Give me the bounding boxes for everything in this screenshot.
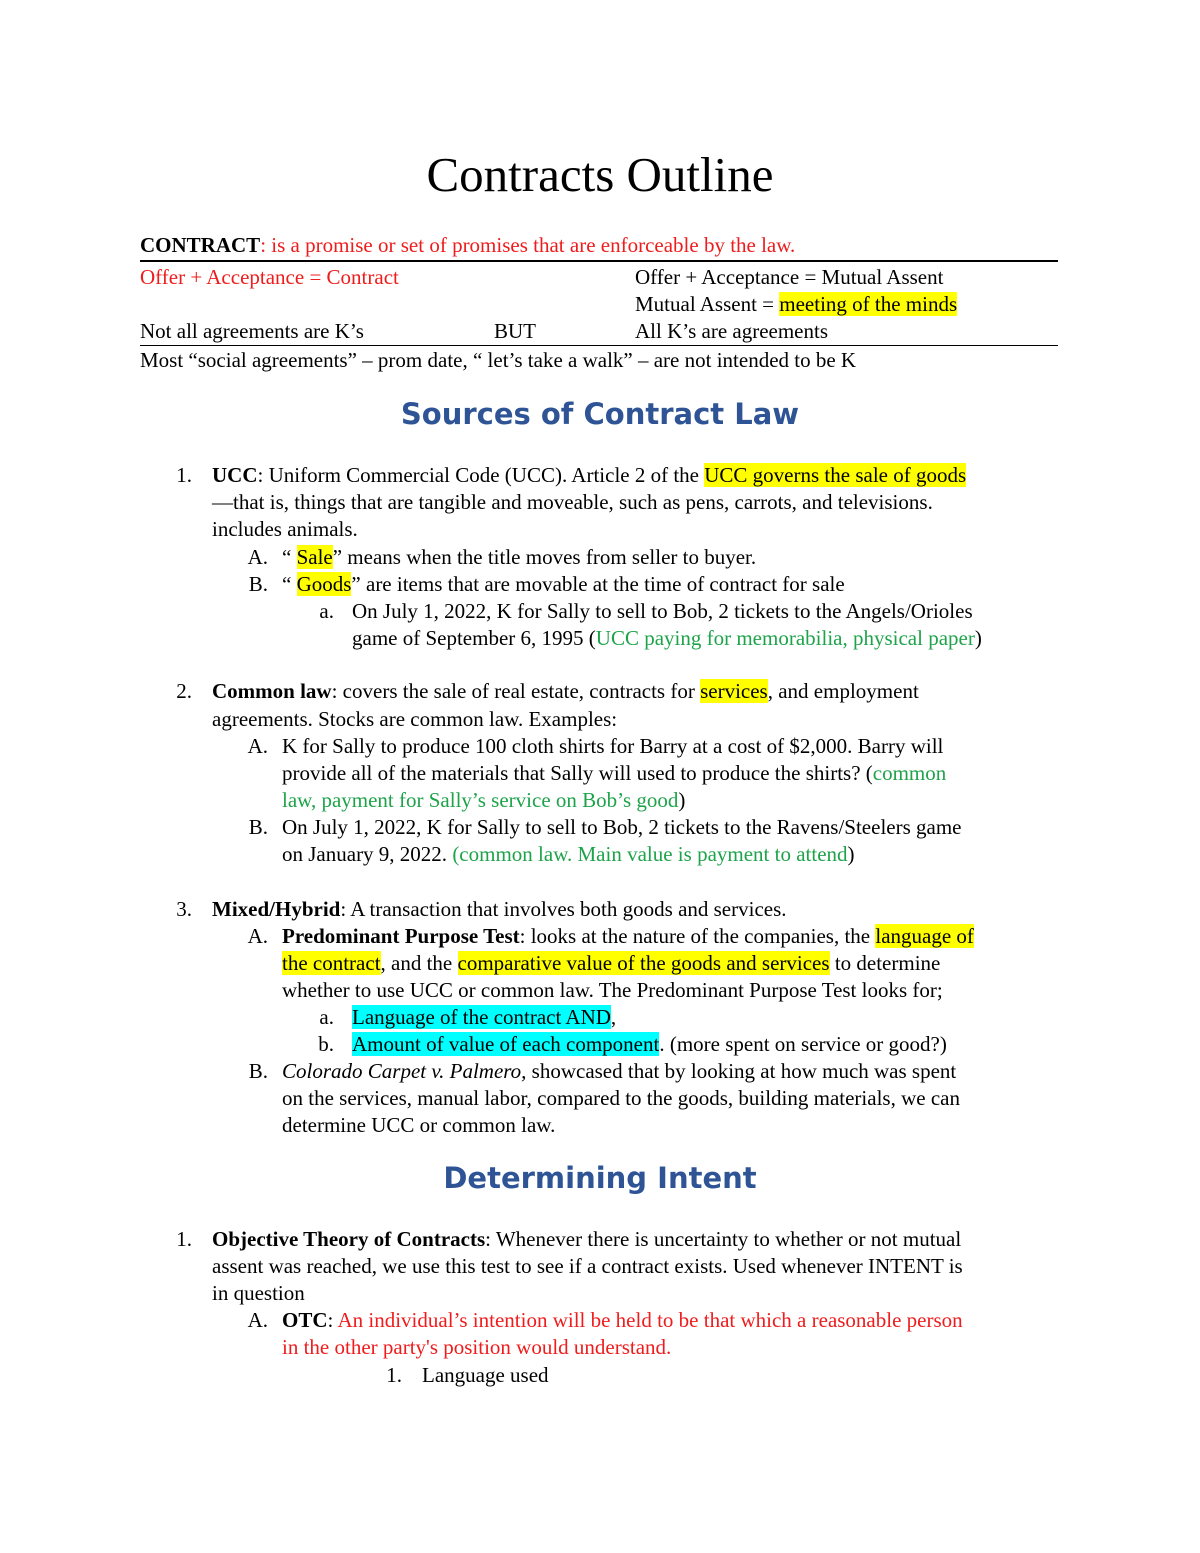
definition-text: : is a promise or set of promises that are enforceable by the law. [260, 233, 796, 257]
list-number: 1. [386, 1363, 402, 1387]
ravens-example-line-2 [282, 841, 855, 868]
list-marker: B. [248, 1059, 268, 1083]
comma: , [610, 1005, 617, 1029]
page-title: Contracts Outline [426, 147, 774, 202]
ucc-example-text: game of September 6, 1995 ( [352, 626, 596, 650]
meeting-of-minds-highlight: meeting of the minds [779, 292, 958, 316]
mutual-assent-label: Mutual Assent = [635, 292, 780, 316]
otc-item [212, 1226, 961, 1253]
ppt-text-end: to determine [829, 951, 941, 975]
list-marker: a. [319, 599, 334, 623]
goods-text: ” are items that are movable at the time of contract for sale [351, 572, 845, 596]
sale-definition [282, 544, 756, 571]
value-text: . (more spent on service or good?) [659, 1032, 947, 1056]
otc-definition-text: An individual’s intention will be held to be that which a reasonable person [337, 1308, 963, 1332]
otc-line-3: in question [212, 1281, 305, 1305]
ppt-criterion-language [352, 1004, 616, 1031]
case-name: Colorado Carpet v. Palmero, [282, 1059, 527, 1083]
all-ks-agreements-text: All K’s are agreements [635, 319, 829, 343]
list-number: 1. [176, 1227, 192, 1251]
paren-close: ) [974, 626, 982, 650]
services-highlight: services [700, 679, 768, 703]
ucc-item [212, 462, 966, 489]
list-marker: A. [247, 734, 268, 758]
shirts-example-note: common [872, 761, 947, 785]
mixed-term: Mixed/Hybrid [212, 897, 341, 921]
list-marker: A. [247, 924, 268, 948]
shirts-example-line-2 [282, 760, 946, 787]
common-law-text: : covers the sale of real estate, contracts for [331, 679, 701, 703]
otc-term: Objective Theory of Contracts [212, 1227, 486, 1251]
ppt-term: Predominant Purpose Test [282, 924, 520, 948]
mixed-item [212, 896, 787, 923]
offer-mutual-assent-text: Offer + Acceptance = Mutual Assent [635, 265, 944, 289]
list-marker: A. [247, 545, 268, 569]
social-agreements-text: Most “social agreements” – prom date, “ let’s take a walk” – are not intended to be K [140, 348, 857, 372]
sale-highlight: Sale [296, 545, 333, 569]
ravens-example-text: on January 9, 2022. [282, 842, 453, 866]
ppt-line-3: whether to use UCC or common law. The Predominant Purpose Test looks for; [282, 978, 943, 1002]
otc-abbrev: OTC [282, 1308, 328, 1332]
shirts-example-text: provide all of the materials that Sally will used to produce the shirts? ( [282, 761, 873, 785]
language-highlight: language of [875, 924, 974, 948]
language-used-item: Language used [422, 1363, 549, 1387]
ucc-highlight: UCC governs the sale of goods [704, 463, 967, 487]
language-cyan-highlight: Language of the contract AND [352, 1005, 611, 1029]
ppt-text-mid: , and the [380, 951, 458, 975]
goods-highlight: Goods [296, 572, 352, 596]
list-marker: A. [247, 1308, 268, 1332]
list-marker: B. [248, 815, 268, 839]
mixed-text: : A transaction that involves both goods and services. [340, 897, 787, 921]
colon: : [327, 1308, 338, 1332]
ppt-line-1 [282, 923, 974, 950]
ucc-example-line-1: On July 1, 2022, K for Sally to sell to Bob, 2 tickets to the Angels/Orioles [352, 599, 973, 623]
ucc-line-3: includes animals. [212, 517, 358, 541]
list-marker: a. [319, 1005, 334, 1029]
goods-definition [282, 571, 845, 598]
ucc-example-note: UCC paying for memorabilia, physical paper [595, 626, 975, 650]
otc-definition-line-1 [282, 1307, 963, 1334]
mutual-assent-text [635, 291, 957, 318]
colorado-case-line-2: on the services, manual labor, compared to the goods, building materials, we can [282, 1086, 960, 1110]
list-marker: b. [318, 1032, 334, 1056]
shirts-example-line-3 [282, 787, 685, 814]
list-number: 2. [176, 679, 192, 703]
not-all-agreements-text: Not all agreements are K’s [140, 319, 364, 343]
ppt-line-2 [282, 950, 940, 977]
list-number: 1. [176, 463, 192, 487]
but-text: BUT [494, 319, 536, 343]
ravens-example-note: (common law. Main value is payment to attend [452, 842, 848, 866]
sale-text: ” means when the title moves from seller to buyer. [332, 545, 757, 569]
colorado-case-line-1 [282, 1058, 956, 1085]
common-law-text-end: , and employment [767, 679, 919, 703]
ucc-text: : Uniform Commercial Code (UCC). Article 2 of the [257, 463, 705, 487]
ravens-example-line-1: On July 1, 2022, K for Sally to sell to Bob, 2 tickets to the Ravens/Steelers game [282, 815, 962, 839]
shirts-example-note-cont: law, payment for Sally’s service on Bob’s good [282, 788, 679, 812]
ucc-term: UCC [212, 463, 258, 487]
section-heading-sources: Sources of Contract Law [400, 397, 800, 431]
paren-close: ) [678, 788, 686, 812]
divider-top [140, 260, 1058, 262]
ucc-line-2: —that is, things that are tangible and moveable, such as pens, carrots, and televisions. [212, 490, 933, 514]
ppt-text: : looks at the nature of the companies, the [519, 924, 876, 948]
common-law-line-2: agreements. Stocks are common law. Examples: [212, 707, 618, 731]
offer-contract-text: Offer + Acceptance = Contract [140, 265, 399, 289]
quote-open: “ [282, 545, 297, 569]
list-marker: B. [248, 572, 268, 596]
section-heading-intent: Determining Intent [443, 1161, 757, 1195]
common-law-term: Common law [212, 679, 332, 703]
paren-close: ) [847, 842, 855, 866]
ucc-example-line-2 [352, 625, 982, 652]
case-text: showcased that by looking at how much was spent [526, 1059, 957, 1083]
value-cyan-highlight: Amount of value of each component [352, 1032, 660, 1056]
ppt-criterion-value [352, 1031, 947, 1058]
divider-bottom [140, 345, 1058, 346]
shirts-example-line-1: K for Sally to produce 100 cloth shirts for Barry at a cost of $2,000. Barry will [282, 734, 944, 758]
contract-highlight: the contract [282, 951, 381, 975]
definition-term: CONTRACT [140, 233, 261, 257]
list-number: 3. [176, 897, 192, 921]
common-law-item [212, 678, 919, 705]
comparative-value-highlight: comparative value of the goods and services [457, 951, 830, 975]
otc-line-2: assent was reached, we use this test to see if a contract exists. Used whenever INTENT is [212, 1254, 963, 1278]
contract-definition [140, 232, 795, 259]
colorado-case-line-3: determine UCC or common law. [282, 1113, 556, 1137]
quote-open: “ [282, 572, 297, 596]
otc-definition-line-2: in the other party's position would understand. [282, 1335, 672, 1359]
otc-text: : Whenever there is uncertainty to whether or not mutual [485, 1227, 962, 1251]
